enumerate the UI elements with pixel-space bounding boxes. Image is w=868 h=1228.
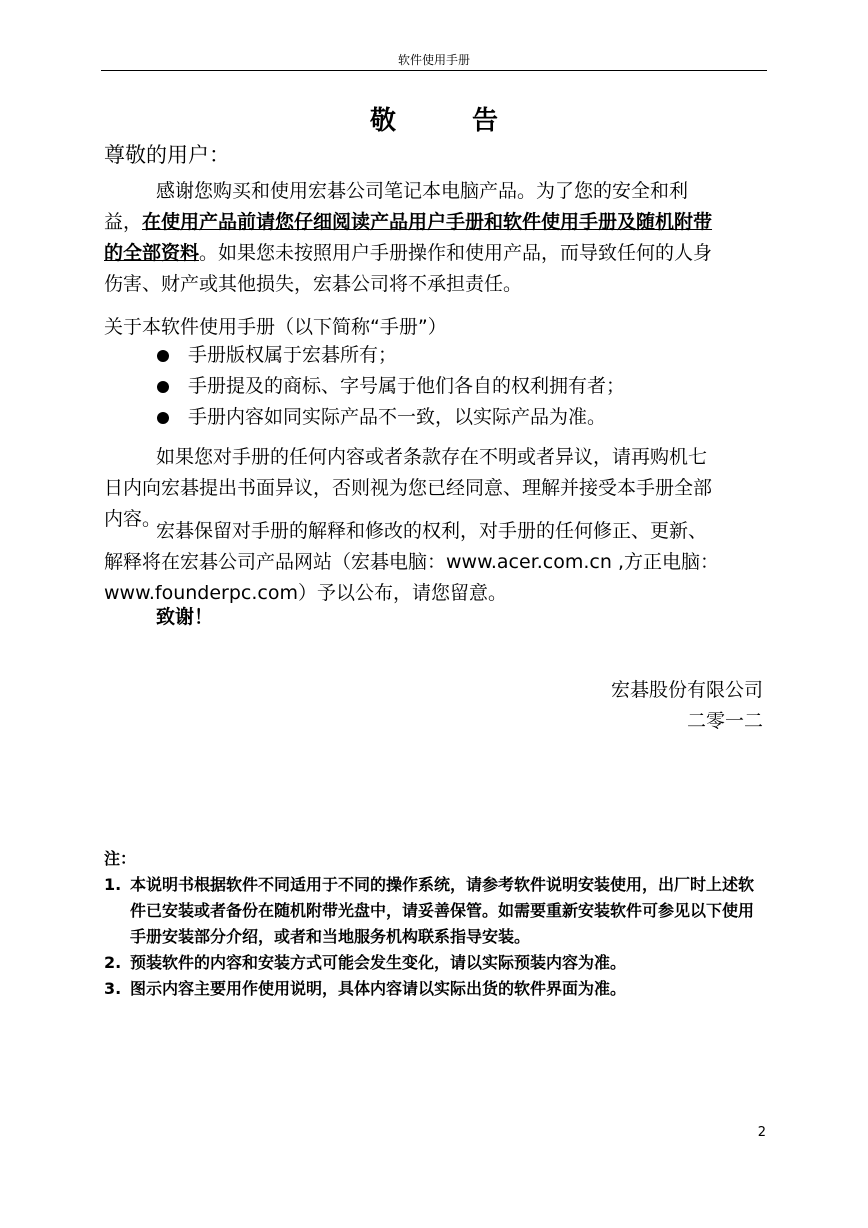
text-fragment: 益， [104, 211, 143, 233]
paragraph-line: 日内向宏碁提出书面异议，否则视为您已经同意、理解并接受本手册全部 [104, 477, 713, 499]
salutation: 尊敬的用户： [104, 143, 230, 167]
underlined-warning: 在使用产品前请您仔细阅读产品用户手册和软件使用手册及随机附带 [142, 211, 713, 233]
manual-bullet-list [104, 340, 764, 433]
list-item [104, 371, 764, 402]
list-item [104, 340, 764, 371]
paragraph-line: 解释将在宏碁公司产品网站（宏碁电脑：www.acer.com.cn ,方正电脑： [104, 551, 719, 573]
note-number: 2. [104, 953, 122, 972]
header-divider [101, 70, 767, 71]
signature-block [500, 675, 763, 737]
paragraph-line: 感谢您购买和使用宏碁公司笔记本电脑产品。为了您的安全和利 [156, 180, 689, 202]
paragraph-line [104, 238, 764, 269]
note-item [104, 872, 766, 950]
company-name: 宏碁股份有限公司 [610, 679, 763, 701]
note-item [104, 950, 766, 976]
text-fragment: 。如果您未按照用户手册操作和使用产品，而导致任何的人身 [199, 242, 713, 264]
paragraph-line: 伤害、财产或其他损失，宏碁公司将不承担责任。 [104, 273, 523, 295]
paragraph-line: 宏碁保留对手册的解释和修改的权利，对手册的任何修正、更新、 [156, 520, 708, 542]
list-item [104, 402, 764, 433]
underlined-warning: 的全部资料 [104, 242, 200, 264]
notes-label: 注： [104, 849, 137, 868]
list-item-text: 手册提及的商标、字号属于他们各自的权利拥有者； [188, 375, 626, 397]
signature-year: 二零一二 [686, 710, 763, 732]
notice-title-part1: 敬 [369, 106, 396, 136]
notice-title [0, 104, 868, 138]
page-number: 2 [757, 1125, 766, 1140]
note-text: 预装软件的内容和安装方式可能会发生变化，请以实际预装内容为准。 [130, 953, 627, 972]
note-text: 本说明书根据软件不同适用于不同的操作系统，请参考软件说明安装使用，出厂时上述软件已安装或者备份在随机附带光盘中，请妥善保管。如需要重新安装软件可参见以下使用手册安装部分介绍，或者和当地服务机构联系指导安装。 [130, 875, 755, 946]
page-header-title: 软件使用手册 [397, 53, 470, 67]
manual-intro-text: 关于本软件使用手册（以下简称“手册”） [104, 316, 447, 338]
note-text: 图示内容主要用作使用说明，具体内容请以实际出货的软件界面为准。 [130, 979, 627, 998]
note-item [104, 976, 766, 1002]
paragraph-line: www.founderpc.com）予以公布，请您留意。 [104, 582, 507, 604]
list-item-text: 手册版权属于宏碁所有； [188, 344, 398, 366]
note-number: 3. [104, 979, 122, 998]
paragraph-line: 如果您对手册的任何内容或者条款存在不明或者异议，请再购机七 [156, 446, 708, 468]
list-item-text: 手册内容如同实际产品不一致，以实际产品为准。 [188, 406, 607, 428]
paragraph-line [104, 207, 764, 238]
notes-section [104, 846, 766, 1002]
notice-title-part2: 告 [472, 106, 499, 136]
bullet-icon [157, 350, 169, 362]
paragraph-line: 内容。 [104, 508, 162, 530]
closing-thanks: 致谢！ [156, 606, 214, 628]
note-number: 1. [104, 875, 122, 894]
manual-intro [104, 312, 764, 343]
paragraph-rights [104, 516, 764, 609]
paragraph-thanks [104, 176, 764, 300]
bullet-icon [157, 381, 169, 393]
bullet-icon [157, 412, 169, 424]
